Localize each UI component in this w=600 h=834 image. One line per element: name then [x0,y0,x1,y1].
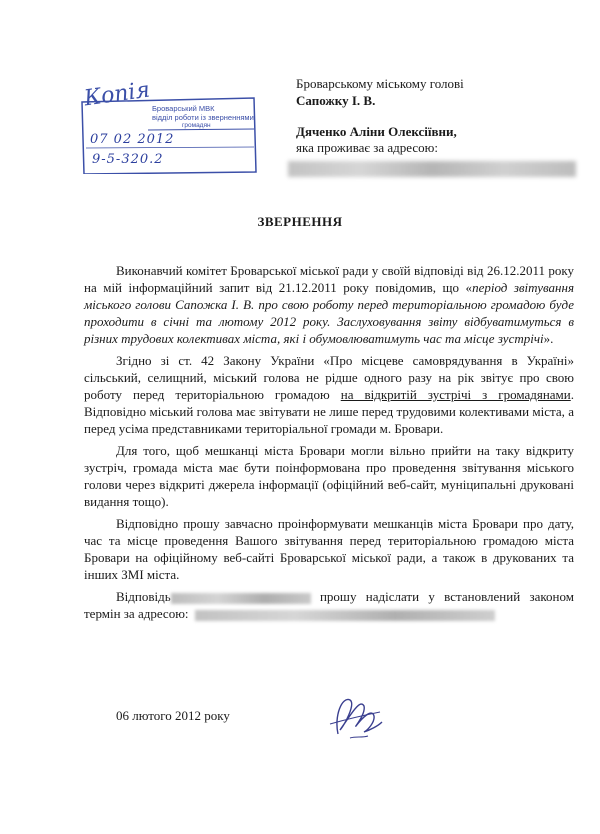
addressee-name: Сапожку І. В. [296,93,376,108]
paragraph-5 [84,588,574,622]
paragraph-1-text: Виконавчий комітет Броварської міської ради у своїй відповіді від 26.12.2011 року на мій інформаційний запит від 21.12.2011 року повідомив, що « [84,263,574,295]
paragraph-2 [84,352,574,437]
stamp-number: 9-5-320.2 [92,152,164,167]
sender-address-label: яка проживає за адресою: [296,140,438,155]
stamp-date: 07 02 2012 [90,132,175,147]
stamp-line-2: відділ роботи із зверненнями [152,113,254,122]
paragraph-2-underlined: на відкритій зустрічі з громадянами [340,387,571,402]
paragraph-2-text: Згідно зі ст. 42 Закону України «Про місцеве самоврядування в Україні» сільський, селищний, міський голова не рідше одного разу на рік звітує про свою роботу перед територіальною громадою [84,353,574,402]
addressee-line-1: Броварському міському голові [296,76,464,91]
paragraph-4: Відповідно прошу завчасно проінформувати мешканців міста Бровари про дату, час та місце проведення Вашого звітування перед територіальною громадою міста Бровари на офіційному веб-сайті Броварської міської ради, а також в друкованих та інших ЗМІ міста. [84,516,574,582]
redacted-text [171,593,311,604]
signature-icon [320,686,390,746]
paragraph-1 [84,262,574,347]
paragraph-2-end: . Відповідно міський голова має звітувати не лише перед трудовими колективами міста, а перед усіма представниками територіальної громади м. Бровари. [84,387,574,436]
redacted-return-address [195,610,495,621]
paragraph-1-end: ». [543,331,554,346]
document-body [84,262,574,627]
paragraph-1-quote: період звітування міського голови Сапожка І. В. про свою роботу перед територіальною громадою буде проходити в січні та лютому 2012 року. Заслуховування звіту відбуватимуться в різних трудових колективах міста, які і обумовлюватимуть час та місце зустрічі [84,280,574,346]
document-title: ЗВЕРНЕННЯ [257,214,343,229]
stamp-line-1: Броварський МВК [152,104,215,113]
stamp-handwritten-label: Копія [82,77,152,112]
registration-stamp [78,77,258,174]
sender-name: Дяченко Аліни Олексіївни, [296,124,457,139]
stamp-line-3: громадян [182,122,211,129]
paragraph-3: Для того, щоб мешканці міста Бровари могли вільно прийти на таку відкриту зустріч, громада міста має бути поінформована про проведення звітування міського голови через відкриті джерела інформації (офіційний веб-сайт, муніципальні друковані видання тощо). [84,443,574,509]
document-date: 06 лютого 2012 року [116,708,230,723]
paragraph-5-start: Відповідь [116,589,171,604]
paragraph-5-text: прошу надіслати у встановлений законом термін за адресою: [84,589,574,621]
redacted-address [288,161,576,177]
